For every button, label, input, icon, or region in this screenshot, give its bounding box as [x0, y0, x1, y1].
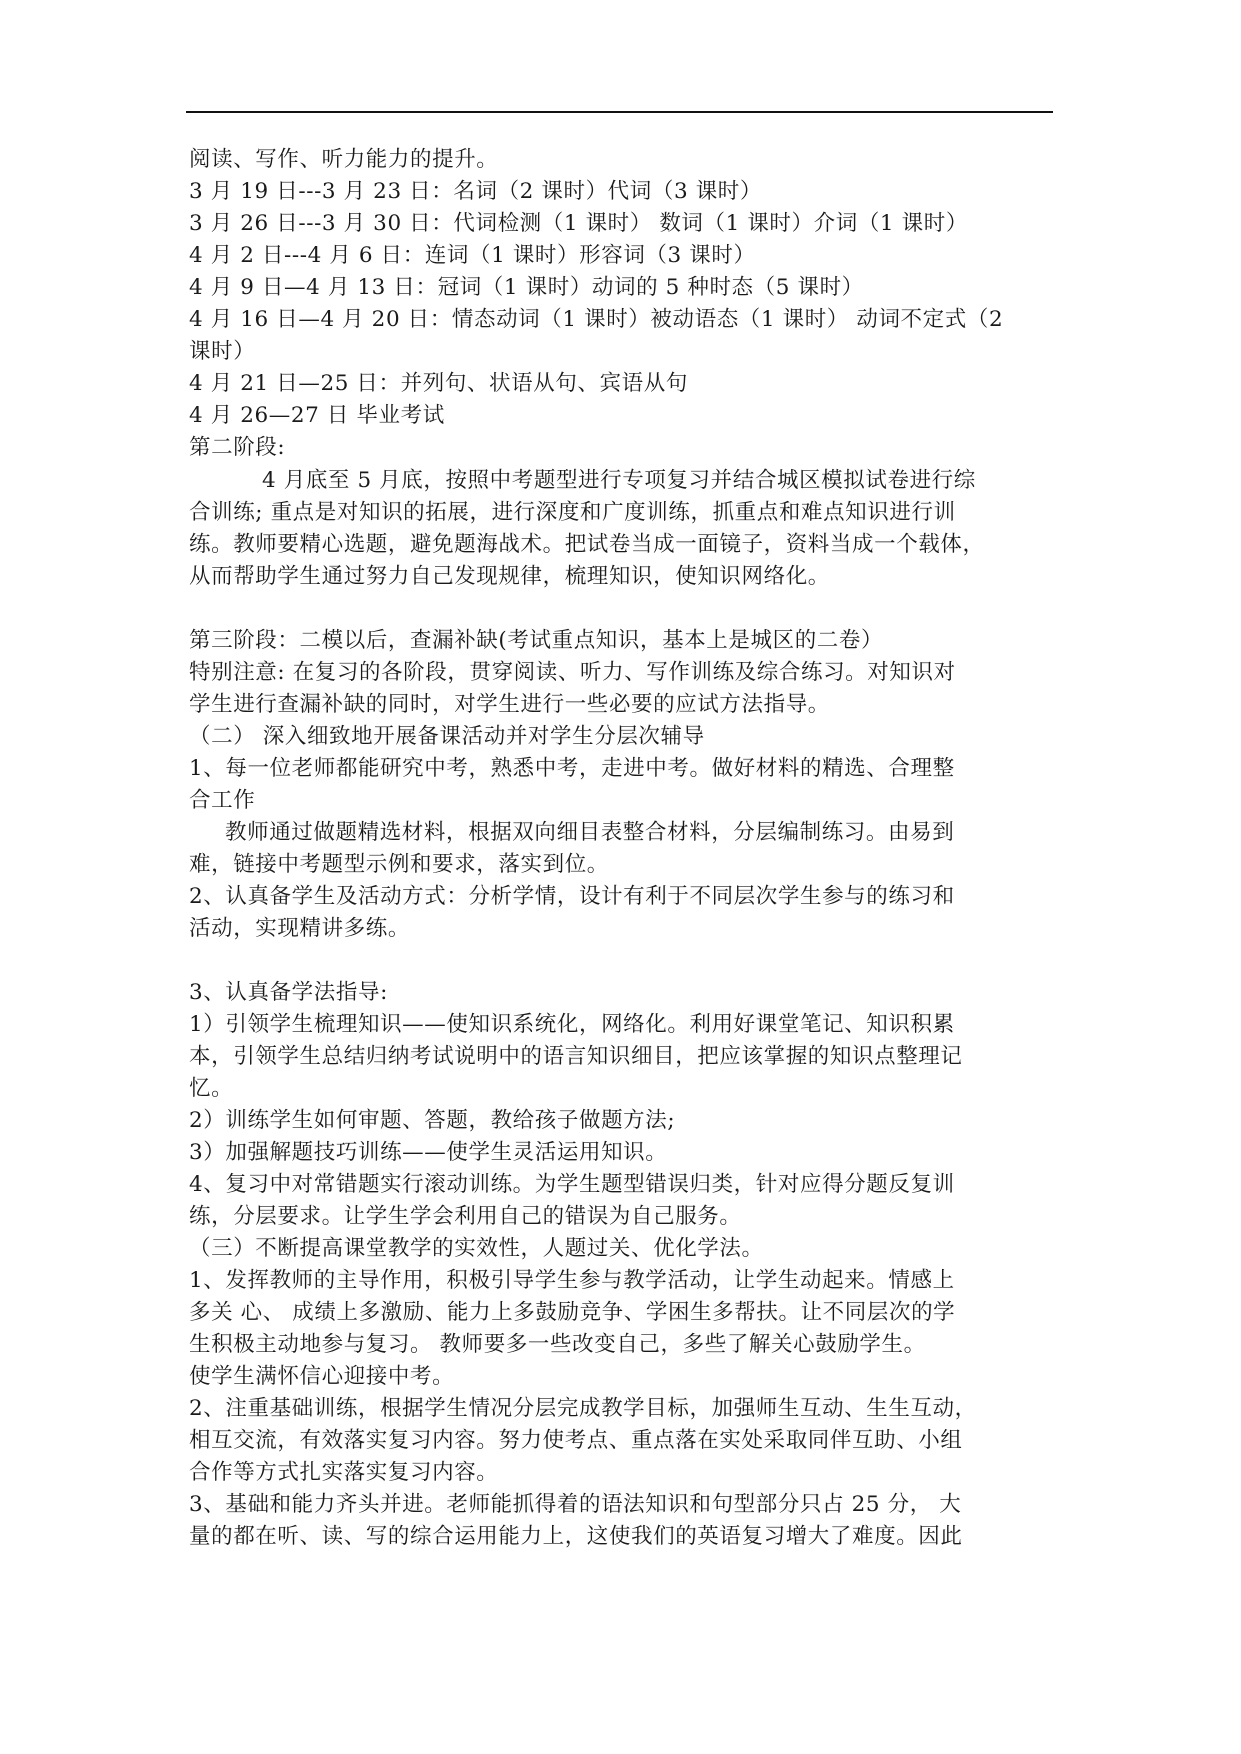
text-line: 量的都在听、读、写的综合运用能力上，这使我们的英语复习增大了难度。因此: [189, 1524, 963, 1549]
text-line: 难，链接中考题型示例和要求，落实到位。: [189, 852, 609, 877]
text-line: 3）加强解题技巧训练——使学生灵活运用知识。: [189, 1140, 668, 1165]
section-heading: （三）不断提高课堂教学的实效性，人题过关、优化学法。: [189, 1236, 764, 1261]
text-line: 学生进行查漏补缺的同时，对学生进行一些必要的应试方法指导。: [189, 692, 830, 717]
text-line: 4 月 9 日—4 月 13 日：冠词（1 课时）动词的 5 种时态（5 课时）: [189, 275, 864, 300]
text-line: 4 月 21 日—25 日：并列句、状语从句、宾语从句: [189, 371, 688, 396]
text-line: 4 月 26—27 日 毕业考试: [189, 403, 445, 428]
text-line: 课时）: [189, 339, 256, 364]
text-line: 4 月 16 日—4 月 20 日：情态动词（1 课时）被动语态（1 课时） 动词不定式（2: [189, 307, 1004, 332]
header-rule: [186, 111, 1053, 113]
text-line: 4 月 2 日---4 月 6 日：连词（1 课时）形容词（3 课时）: [189, 243, 756, 268]
text-line: 阅读、写作、听力能力的提升。: [189, 147, 499, 172]
text-line: 1、每一位老师都能研究中考，熟悉中考，走进中考。做好材料的精选、合理整: [189, 756, 955, 781]
text-line: 2）训练学生如何审题、答题，教给孩子做题方法;: [189, 1108, 676, 1133]
text-line: 练。教师要精心选题，避免题海战术。把试卷当成一面镜子，资料当成一个载体，: [189, 532, 985, 557]
text-line: 合训练; 重点是对知识的拓展，进行深度和广度训练，抓重点和难点知识进行训: [189, 500, 956, 525]
text-line: 从而帮助学生通过努力自己发现规律，梳理知识，使知识网络化。: [189, 564, 830, 589]
text-line: 忆。: [189, 1076, 234, 1101]
text-line: 使学生满怀信心迎接中考。: [189, 1364, 455, 1389]
text-line: 本，引领学生总结归纳考试说明中的语言知识细目，把应该掌握的知识点整理记: [189, 1044, 963, 1069]
text-line: 相互交流，有效落实复习内容。努力使考点、重点落在实处采取同伴互助、小组: [189, 1428, 963, 1453]
text-line: 2、认真备学生及活动方式：分析学情，设计有利于不同层次学生参与的练习和: [189, 884, 955, 909]
text-line: 生积极主动地参与复习。 教师要多一些改变自己，多些了解关心鼓励学生。: [189, 1332, 926, 1357]
text-line: 1）引领学生梳理知识——使知识系统化，网络化。利用好课堂笔记、知识积累: [189, 1012, 955, 1037]
text-line: 特别注意: 在复习的各阶段，贯穿阅读、听力、写作训练及综合练习。对知识对: [189, 660, 956, 685]
text-line: 练，分层要求。让学生学会利用自己的错误为自己服务。: [189, 1204, 742, 1229]
text-line: 2、注重基础训练，根据学生情况分层完成教学目标，加强师生互动、生生互动，: [189, 1396, 977, 1421]
section-heading: 第二阶段:: [189, 435, 286, 460]
text-line: 多关 心、 成绩上多激励、能力上多鼓励竞争、学困生多帮扶。让不同层次的学: [189, 1300, 956, 1325]
text-line: 3、基础和能力齐头并进。老师能抓得着的语法知识和句型部分只占 25 分， 大: [189, 1492, 962, 1517]
text-line: 3 月 26 日---3 月 30 日：代词检测（1 课时） 数词（1 课时）介词（1 课时）: [189, 211, 968, 236]
text-line: 合工作: [189, 788, 256, 813]
section-heading: 第三阶段：二模以后，查漏补缺(考试重点知识，基本上是城区的二卷）: [189, 628, 884, 653]
text-line: 教师通过做题精选材料，根据双向细目表整合材料，分层编制练习。由易到: [225, 820, 955, 845]
text-line: 4、复习中对常错题实行滚动训练。为学生题型错误归类，针对应得分题反复训: [189, 1172, 955, 1197]
text-line: 1、发挥教师的主导作用，积极引导学生参与教学活动，让学生动起来。情感上: [189, 1268, 955, 1293]
text-line: 4 月底至 5 月底，按照中考题型进行专项复习并结合城区模拟试卷进行综: [262, 468, 976, 493]
text-line: 3、认真备学法指导:: [189, 980, 388, 1005]
section-heading: （二） 深入细致地开展备课活动并对学生分层次辅导: [189, 724, 705, 749]
text-line: 3 月 19 日---3 月 23 日：名词（2 课时）代词（3 课时）: [189, 179, 763, 204]
text-line: 合作等方式扎实落实复习内容。: [189, 1460, 499, 1485]
text-line: 活动，实现精讲多练。: [189, 916, 411, 941]
